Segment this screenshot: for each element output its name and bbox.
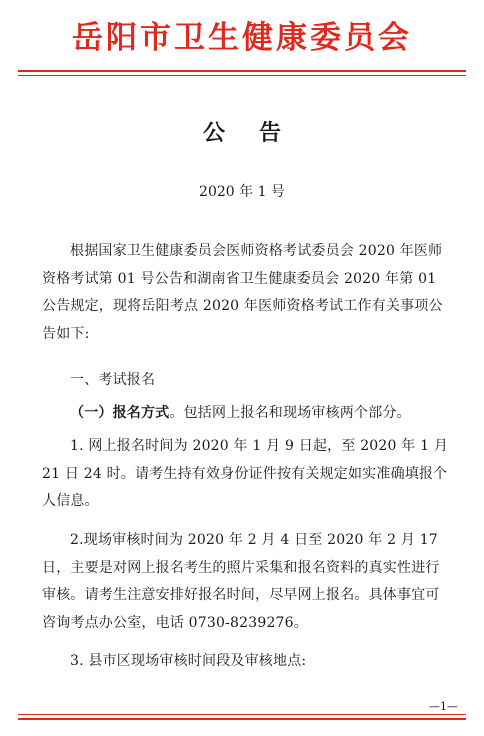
- header-rule-thick: [18, 70, 466, 72]
- footer-rule-thick: [18, 718, 466, 720]
- document-number: 2020 年 1 号: [199, 184, 285, 200]
- footer-rule-thin: [18, 714, 466, 715]
- document-title: 公告: [202, 120, 315, 146]
- item-2-paragraph: 2.现场审核时间为 2020 年 2 月 4 日至 2020 年 2 月 17 日，主要是对网上报名考生的照片采集和报名资料的真实性进行审核。请考生注意安排好报名时间，尽早网上报名。具体事宜可咨询考点办公室，电话 0730-8239276。: [42, 532, 440, 631]
- item-3-paragraph: 3. 县市区现场审核时间段及审核地点:: [70, 653, 307, 669]
- subsection-text: 。包括网上报名和现场审核两个部分。: [169, 405, 411, 421]
- subsection-label: （一）报名方式: [70, 405, 170, 421]
- subsection-paragraph: [42, 400, 452, 428]
- item-1-paragraph: 1. 网上报名时间为 2020 年 1 月 9 日起，至 2020 年 1 月 21 日 24 时。请考生持有效身份证件按有关规定如实准确填报个人信息。: [42, 438, 449, 509]
- page-number: —1—: [429, 700, 458, 713]
- intro-paragraph: 根据国家卫生健康委员会医师资格考试委员会 2020 年医师资格考试第 01 号公告和湖南省卫生健康委员会 2020 年第 01 公告规定，现将岳阳考点 2020 年医师资格考试工作有关事项公告如下:: [42, 243, 443, 342]
- org-name-header: 岳阳市卫生健康委员会: [72, 20, 412, 56]
- header-rule-thin: [18, 75, 466, 76]
- section-heading: 一、考试报名: [70, 372, 156, 388]
